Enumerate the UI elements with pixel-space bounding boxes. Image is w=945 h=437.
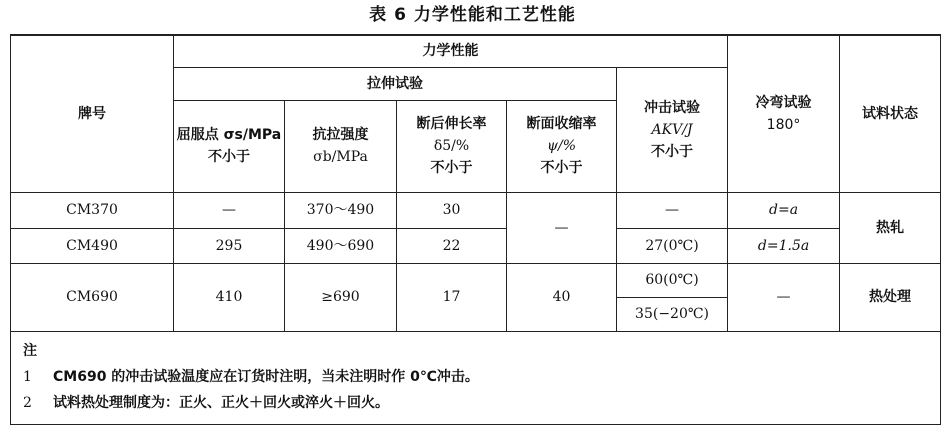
header-tensile-strength — [285, 100, 397, 192]
cell-impact-0c: 60(0℃) — [617, 263, 728, 297]
cell-grade: CM370 — [11, 192, 174, 228]
cell-impact-minus20c: 35(−20℃) — [617, 297, 728, 331]
header-row-1 — [11, 35, 941, 67]
cell-yield: 410 — [174, 263, 285, 331]
header-impact — [617, 67, 728, 192]
cell-condition: 热处理 — [840, 263, 941, 331]
cell-grade: CM490 — [11, 228, 174, 263]
header-condition: 试料状态 — [840, 35, 941, 192]
header-mechanical: 力学性能 — [174, 35, 728, 67]
note-text: 试料热处理制度为：正火、正火＋回火或淬火＋回火。 — [53, 394, 389, 411]
header-elong-line1: 断后伸长率 — [416, 116, 487, 132]
cell-tensile: 370～490 — [285, 192, 397, 228]
cell-impact: — — [617, 192, 728, 228]
notes-cell — [11, 331, 941, 424]
header-ts-line1: 抗拉强度 — [312, 127, 369, 143]
note-number: 2 — [23, 394, 32, 411]
cell-reduction: — — [507, 192, 617, 263]
header-yield-line1: 屈服点 σs/MPa — [176, 127, 282, 143]
table-title: 表 6 力学性能和工艺性能 — [369, 5, 576, 25]
header-impact-line2: AKV/J — [651, 121, 693, 138]
note-number: 1 — [23, 368, 32, 385]
cell-elongation: 22 — [397, 228, 507, 263]
cell-yield: — — [174, 192, 285, 228]
header-grade: 牌号 — [11, 35, 174, 192]
cell-grade: CM690 — [11, 263, 174, 331]
header-reduction — [507, 100, 617, 192]
header-tensile: 拉伸试验 — [174, 67, 617, 100]
header-red-line2: ψ/% — [547, 138, 576, 154]
header-bend — [728, 35, 840, 192]
cell-tensile: ≥690 — [285, 263, 397, 331]
header-bend-line1: 冷弯试验 — [755, 94, 812, 111]
notes-row — [11, 331, 941, 424]
cell-impact: 27(0℃) — [617, 228, 728, 263]
header-elong-line3: 不小于 — [430, 160, 473, 176]
header-bend-line2: 180° — [766, 116, 801, 133]
cell-bend: — — [728, 263, 840, 331]
header-elong-line2: δ5/% — [433, 138, 470, 154]
note-item — [23, 390, 930, 416]
header-elongation — [397, 100, 507, 192]
header-ts-line2: σb/MPa — [313, 149, 368, 165]
header-yield — [174, 100, 285, 192]
cell-elongation: 30 — [397, 192, 507, 228]
note-text: CM690 的冲击试验温度应在订货时注明，当未注明时作 0℃冲击。 — [53, 368, 479, 385]
cell-reduction: 40 — [507, 263, 617, 331]
cell-bend: d=a — [728, 192, 840, 228]
cell-elongation: 17 — [397, 263, 507, 331]
header-impact-line1: 冲击试验 — [644, 99, 701, 116]
mechanical-properties-table — [10, 34, 941, 425]
table-row — [11, 228, 941, 263]
cell-bend: d=1.5a — [728, 228, 840, 263]
header-red-line3: 不小于 — [540, 160, 583, 176]
cell-condition: 热轧 — [840, 192, 941, 263]
cell-yield: 295 — [174, 228, 285, 263]
table-row — [11, 263, 941, 297]
note-item — [23, 364, 930, 390]
cell-tensile: 490～690 — [285, 228, 397, 263]
header-yield-line2: 不小于 — [208, 149, 250, 165]
header-red-line1: 断面收缩率 — [526, 116, 597, 132]
table-row — [11, 192, 941, 228]
header-impact-line3: 不小于 — [651, 143, 694, 160]
notes-heading: 注 — [23, 342, 37, 359]
